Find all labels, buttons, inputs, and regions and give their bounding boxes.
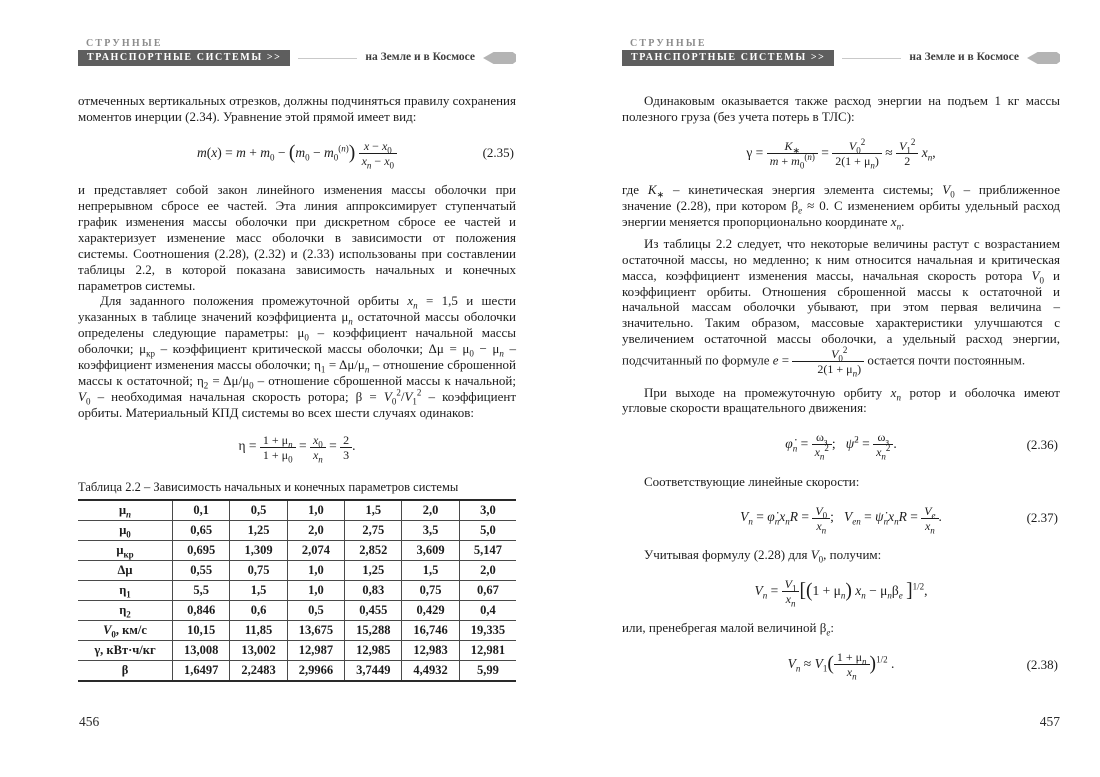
equation-number: (2.35) bbox=[482, 145, 514, 161]
table-cell: 12,981 bbox=[459, 641, 516, 661]
table-row bbox=[78, 521, 516, 541]
table-cell: 0,67 bbox=[459, 581, 516, 601]
equation-number: (2.37) bbox=[1026, 510, 1058, 526]
equation-number: (2.38) bbox=[1026, 656, 1058, 672]
paragraph: отмеченных вертикальных отрезков, должны подчиняться правилу сохранения моментов инерции (2.34). Уравнение этой прямой имеет вид: bbox=[78, 93, 516, 124]
table-cell: 12,987 bbox=[287, 641, 344, 661]
table-cell: 10,15 bbox=[173, 621, 230, 641]
paragraph: или, пренебрегая малой величиной $\beta_e$: bbox=[622, 620, 834, 638]
table-cell: 13,675 bbox=[287, 621, 344, 641]
equation-vn bbox=[622, 576, 1060, 609]
table-cell: 1,5 bbox=[402, 561, 459, 581]
table-cell: 0,1 bbox=[173, 500, 230, 521]
paragraph: Для заданного положения промежуточной орбиты $x_n = 1,5$ и шести указанных в таблице значений коэффициента $\mu_n$ остаточной массы оболочки определены следующие параметры: $\mu_0$ – коэффициент начальной массы оболочки; $\mu_{кр}$ – коэффициент критической массы оболочки; $\Delta\mu = \mu_0 - \mu_n$ – коэффициент изменения массы оболочки; $\eta_1 = \Delta\mu/\mu_n$ – отношение сброшенной массы к остаточной; $\eta_2 = \Delta\mu/\mu_0$ – отношение сброшенной массы к начальной; $V_0$ – необходимая начальная скорость ротора; $\beta = V_0^2/V_1^2$ – коэффициент орбиты. Материальный КПД системы во всех шести случаях одинаков: bbox=[78, 293, 517, 420]
equation-eta bbox=[78, 432, 516, 465]
paragraph: и представляет собой закон линейного изменения массы оболочки при непрерывном сбросе ее частей. Эта линия аппроксимирует ступенчатый график изменения массы оболочки при дискретном сбросе ее частей и характеризует изменение масс оболочки в зависимости от положения системы. Соотношения (2.28), (2.32) и (2.33) использованы при составлении таблицы 2.2, в которой показана зависимость начальных и конечных параметров системы. bbox=[78, 182, 516, 293]
equation-number: (2.36) bbox=[1026, 436, 1058, 452]
table-cell: 5,99 bbox=[459, 661, 516, 682]
row-label: $\mu_{кр}$ bbox=[78, 541, 173, 561]
table-cell: 1,0 bbox=[287, 581, 344, 601]
header-subtitle: на Земле и в Космосе bbox=[909, 51, 1019, 63]
table-cell: 0,4 bbox=[459, 601, 516, 621]
row-label: $\mu_n$ bbox=[78, 500, 173, 521]
page-number: 456 bbox=[79, 714, 100, 729]
paragraph: Из таблицы 2.2 следует, что некоторые величины растут с возрастанием остаточной массы, но медленно; к ним относится начальная и критическая масса, коэффициент изменения массы, начальная скорость ротора $V_0$ и коэффициент орбиты. Отношения сброшенной массы к остаточной и начальной массам оболочки убывают, при этом первая величина – значительно. Таким образом, массовые характеристики улучшаются с увеличением остаточной массы оболочки, а удельный расход энергии, подсчитанный по формуле e = $\frac{V_0^2}{2(1 + \mu_n)}$ остается почти постоянным. bbox=[622, 235, 1060, 379]
table-cell: 12,983 bbox=[402, 641, 459, 661]
table-caption: Таблица 2.2 – Зависимость начальных и конечных параметров системы bbox=[78, 480, 459, 495]
table-cell: 11,85 bbox=[230, 621, 287, 641]
table-row bbox=[78, 601, 516, 621]
table-cell: 1,0 bbox=[287, 500, 344, 521]
arrow-left-icon bbox=[483, 52, 516, 64]
equation-2-35 bbox=[78, 138, 516, 171]
table-cell: 2,074 bbox=[287, 541, 344, 561]
table-row bbox=[78, 500, 516, 521]
paragraph: Соответствующие линейные скорости: bbox=[644, 473, 860, 489]
equation-formula: $V_n$ = $\varphi̇_nx_nR$ = $\frac{V_0}{x_n}$ ; $V_{en}$ = $\psi̇_nx_nR$ = $\frac{V_e}{x_n}$ . bbox=[740, 503, 942, 536]
equation-formula: $m(x) = m + m_0 - (m_0 - m_0^{(n)})$ $\frac{x - x_0}{x_n - x_0}$ bbox=[197, 145, 397, 160]
table-cell: 16,746 bbox=[402, 621, 459, 641]
table-cell: 2,0 bbox=[459, 561, 516, 581]
table-cell: 0,55 bbox=[173, 561, 230, 581]
equation-formula: $V_n \approx V_1$( $\frac{1 + \mu_n}{x_n}$ )$^{1/2}$ . bbox=[787, 649, 895, 682]
table-row bbox=[78, 541, 516, 561]
table-cell: 0,429 bbox=[402, 601, 459, 621]
table-cell: 0,695 bbox=[173, 541, 230, 561]
page-number: 457 bbox=[1039, 714, 1060, 729]
table-cell: 2,2483 bbox=[230, 661, 287, 682]
table-cell: 2,852 bbox=[345, 541, 402, 561]
row-label: $\eta_2$ bbox=[78, 601, 173, 621]
left-page bbox=[78, 38, 516, 682]
parameters-table bbox=[78, 499, 516, 682]
table-cell: 1,25 bbox=[345, 561, 402, 581]
brand-top-label: СТРУННЫЕ bbox=[630, 38, 707, 49]
equation-formula: η = $\frac{1 + \mu_n}{1 + \mu_0}$ = $\frac{x_0}{x_n}$ = $\frac{2}{3}$ . bbox=[238, 432, 356, 465]
table-row bbox=[78, 641, 516, 661]
table-cell: 2,75 bbox=[345, 521, 402, 541]
row-label: $V_0$, км/с bbox=[78, 621, 173, 641]
table-cell: 1,309 bbox=[230, 541, 287, 561]
row-label: β bbox=[78, 661, 173, 682]
table-cell: 1,6497 bbox=[173, 661, 230, 682]
equation-formula: γ = $\frac{K_∗}{m + m_0^{(n)}}$ = $\frac{V_0^2}{2(1 + \mu_n)}$ ≈ $\frac{V_1^2}{2}$ $x_n$, bbox=[746, 136, 936, 171]
equation-formula: $\varphi̇_n$ = $\frac{\omega_з}{x_n^2}$ ; ψ̇$^2$ = $\frac{\omega_з}{x_n^2}$ . bbox=[785, 430, 897, 462]
table-row bbox=[78, 561, 516, 581]
table-cell: 0,6 bbox=[230, 601, 287, 621]
row-label: $\eta_1$ bbox=[78, 581, 173, 601]
equation-formula: $V_n$ = $\frac{V_1}{x_n}$ [$(1 + \mu_n)$ $x_n - \mu_n\beta_e$ ]$^{1/2}$, bbox=[754, 576, 928, 609]
equation-2-38 bbox=[622, 649, 1060, 682]
table-cell: 12,985 bbox=[345, 641, 402, 661]
table-cell: 15,288 bbox=[345, 621, 402, 641]
header-subtitle: на Земле и в Космосе bbox=[365, 51, 475, 63]
table-row bbox=[78, 581, 516, 601]
brand-top-label: СТРУННЫЕ bbox=[86, 38, 163, 49]
running-head bbox=[78, 38, 516, 66]
table-cell: 3,5 bbox=[402, 521, 459, 541]
brand-block bbox=[78, 38, 290, 66]
table-cell: 5,5 bbox=[173, 581, 230, 601]
table-cell: 0,846 bbox=[173, 601, 230, 621]
table-cell: 2,0 bbox=[287, 521, 344, 541]
right-page bbox=[622, 38, 1060, 693]
table-cell: 13,008 bbox=[173, 641, 230, 661]
table-cell: 19,335 bbox=[459, 621, 516, 641]
paragraph: где $K_∗$ – кинетическая энергия элемента системы; $V_0$ – приближенное значение (2.28), при котором $\beta_e \approx 0$. С изменением орбиты удельный расход энергии меняется пропорционально координате $x_n$. bbox=[622, 182, 1060, 232]
table-cell: 13,002 bbox=[230, 641, 287, 661]
row-label: Δμ bbox=[78, 561, 173, 581]
table-row bbox=[78, 621, 516, 641]
header-rule bbox=[842, 58, 901, 59]
table-cell: 3,7449 bbox=[345, 661, 402, 682]
equation-2-37 bbox=[622, 503, 1060, 536]
brand-block bbox=[622, 38, 834, 66]
table-cell: 5,147 bbox=[459, 541, 516, 561]
table-cell: 0,65 bbox=[173, 521, 230, 541]
table-cell: 1,25 bbox=[230, 521, 287, 541]
table-cell: 2,0 bbox=[402, 500, 459, 521]
table-cell: 0,5 bbox=[287, 601, 344, 621]
table-row bbox=[78, 661, 516, 682]
brand-bar-label: ТРАНСПОРТНЫЕ СИСТЕМЫ >> bbox=[622, 50, 834, 66]
equation-2-36 bbox=[622, 430, 1060, 462]
right-page-body bbox=[622, 93, 1060, 682]
brand-bar-label: ТРАНСПОРТНЫЕ СИСТЕМЫ >> bbox=[78, 50, 290, 66]
table-cell: 1,0 bbox=[287, 561, 344, 581]
table-cell: 0,75 bbox=[402, 581, 459, 601]
running-head bbox=[622, 38, 1060, 66]
paragraph: Учитывая формулу (2.28) для $V_0$, получим: bbox=[644, 546, 882, 565]
arrow-left-icon bbox=[1027, 52, 1060, 64]
table-cell: 3,0 bbox=[459, 500, 516, 521]
row-label: $\mu_0$ bbox=[78, 521, 173, 541]
equation-gamma bbox=[622, 136, 1060, 171]
table-cell: 0,5 bbox=[230, 500, 287, 521]
table-cell: 5,0 bbox=[459, 521, 516, 541]
table-cell: 1,5 bbox=[230, 581, 287, 601]
header-rule bbox=[298, 58, 357, 59]
table-cell: 0,75 bbox=[230, 561, 287, 581]
table-cell: 0,83 bbox=[345, 581, 402, 601]
table-cell: 3,609 bbox=[402, 541, 459, 561]
table-cell: 0,455 bbox=[345, 601, 402, 621]
row-label: γ, кВт·ч/кг bbox=[78, 641, 173, 661]
left-page-body bbox=[78, 93, 516, 682]
table-cell: 4,4932 bbox=[402, 661, 459, 682]
paragraph: При выходе на промежуточную орбиту $x_n$ ротор и оболочка имеют угловые скорости вращательного движения: bbox=[622, 384, 1060, 416]
paragraph: Одинаковым оказывается также расход энергии на подъем 1 кг массы полезного груза (без учета потерь в ТЛС): bbox=[622, 93, 1060, 124]
table-cell: 1,5 bbox=[345, 500, 402, 521]
table-cell: 2,9966 bbox=[287, 661, 344, 682]
